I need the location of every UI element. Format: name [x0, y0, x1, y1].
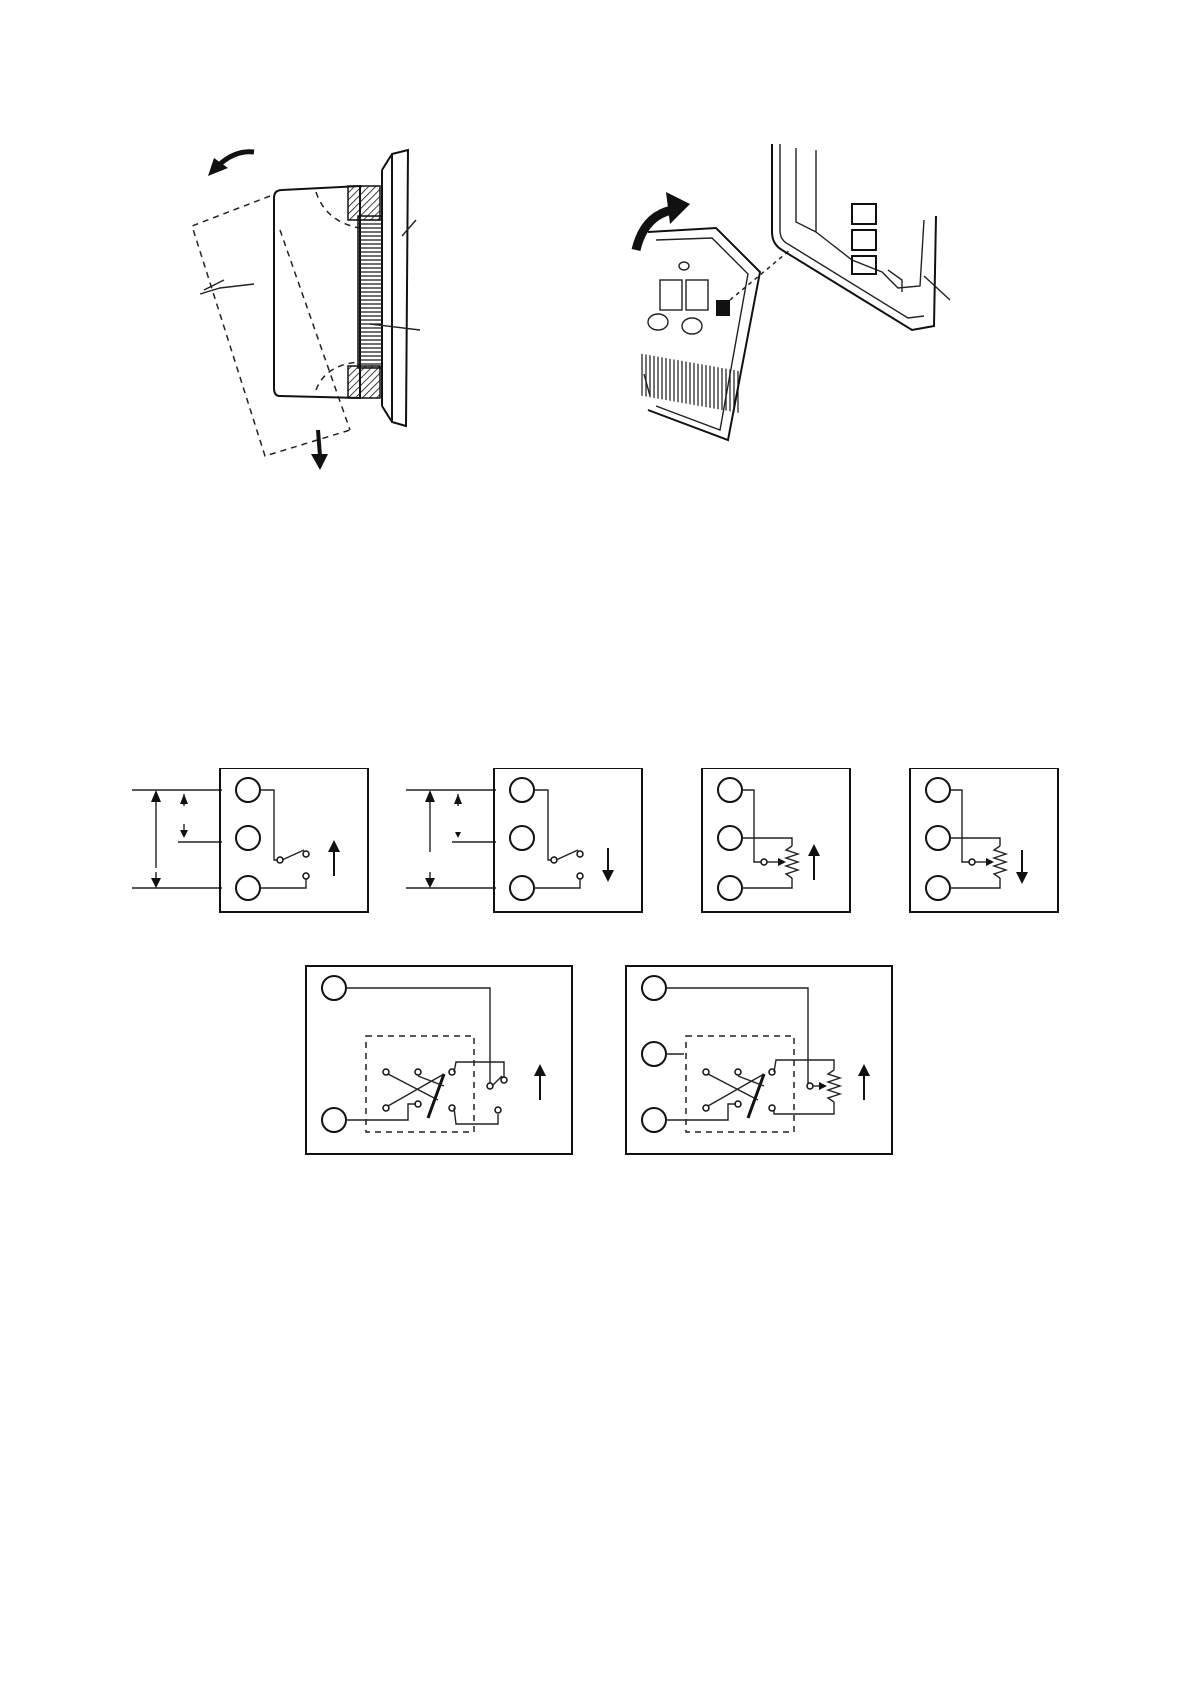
terminal — [642, 1042, 666, 1066]
terminal — [926, 826, 950, 850]
dimension-arrow — [425, 872, 435, 888]
wiring-diagram-pot-up — [700, 768, 860, 918]
terminal — [642, 1108, 666, 1132]
wiring-diagram-reversing-pot — [624, 964, 904, 1164]
dimension-arrow — [455, 832, 461, 838]
terminal — [510, 826, 534, 850]
connector-figure — [620, 140, 1040, 460]
arrow-down-icon — [602, 848, 614, 882]
terminal — [510, 778, 534, 802]
terminal — [236, 826, 260, 850]
panel-cutout — [358, 216, 382, 368]
lower-clamp — [348, 366, 380, 398]
terminal — [510, 876, 534, 900]
resistor-lead — [742, 838, 792, 846]
bridge-box — [686, 1036, 794, 1132]
wiring-diagram-reversing-switch — [304, 964, 584, 1164]
dimension-arrow — [151, 790, 161, 868]
resistor-lead — [774, 1060, 834, 1072]
dimension-arrow — [180, 824, 188, 838]
resistor — [994, 846, 1006, 878]
front-bezel — [392, 150, 408, 426]
terminal — [718, 826, 742, 850]
arrow-up-icon — [328, 840, 340, 876]
wiring-diagram-pot-down — [908, 768, 1068, 918]
terminal — [236, 778, 260, 802]
dimension-arrow — [180, 794, 188, 806]
meter-housing — [274, 186, 360, 398]
resistor — [786, 846, 798, 878]
terminal — [926, 876, 950, 900]
terminal — [718, 876, 742, 900]
tilt-arrow-icon — [208, 152, 254, 176]
rotate-arrow-icon — [636, 192, 690, 250]
arrow-down-icon — [1016, 850, 1028, 884]
terminal — [642, 976, 666, 1000]
upper-clamp — [348, 186, 380, 220]
arrow-up-icon — [534, 1064, 546, 1100]
terminal — [236, 876, 260, 900]
terminal-module — [648, 228, 760, 440]
wiring-diagram-switch-down — [404, 768, 654, 918]
terminal — [322, 976, 346, 1000]
dimension-arrow — [454, 794, 462, 806]
pull-down-arrow-icon — [311, 430, 328, 470]
arrow-up-icon — [858, 1064, 870, 1100]
terminal — [718, 778, 742, 802]
dimension-arrow — [151, 872, 161, 888]
tilted-outline — [192, 196, 350, 456]
wiring-diagram-switch-up — [130, 768, 380, 918]
mounting-figure — [170, 130, 470, 500]
arrow-up-icon — [808, 844, 820, 880]
terminal — [926, 778, 950, 802]
bridge-box — [366, 1036, 474, 1132]
dimension-arrow — [425, 790, 435, 852]
resistor — [828, 1070, 840, 1102]
terminal — [322, 1108, 346, 1132]
